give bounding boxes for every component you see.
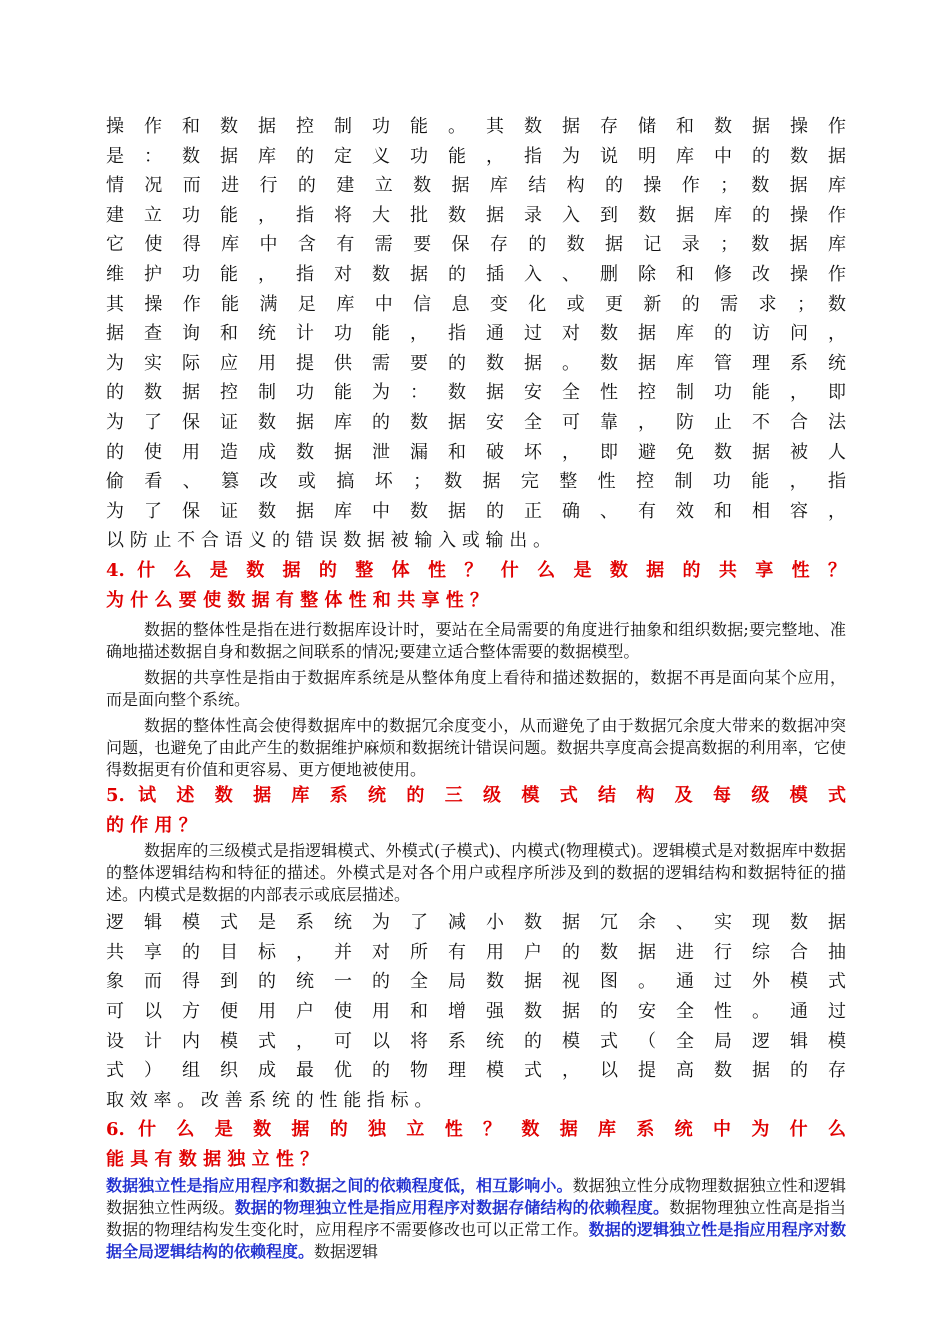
- text-line: 据 查 询 和 统 计 功 能 ， 指 通 过 对 数 据 库 的 访 问 ，: [106, 323, 846, 345]
- text-line: 是 ： 数 据 库 的 定 义 功 能 ， 指 为 说 明 库 中 的 数 据: [106, 145, 846, 167]
- text-line: 偷 看 、 篡 改 或 搞 坏 ； 数 据 完 整 性 控 制 功 能 ， 指: [106, 471, 846, 493]
- text-line: 式 ） 组 织 成 最 优 的 物 理 模 式 ， 以 提 高 数 据 的 存: [106, 1060, 846, 1082]
- question-6-paragraph: [106, 1175, 846, 1263]
- question-6-heading-line-2: 能 具 有 数 据 独 立 性 ？: [106, 1149, 319, 1171]
- text-line: 共 享 的 目 标 ， 并 对 所 有 用 户 的 数 据 进 行 综 合 抽: [106, 941, 846, 963]
- text-line: 的 使 用 造 成 数 据 泄 漏 和 破 坏 ， 即 避 免 数 据 被 人: [106, 441, 846, 463]
- section3-body: [106, 112, 846, 556]
- text-line: 维 护 功 能 ， 指 对 数 据 的 插 入 、 删 除 和 修 改 操 作: [106, 263, 846, 285]
- text-line: 逻 辑 模 式 是 系 统 为 了 减 小 数 据 冗 余 、 实 现 数 据: [106, 912, 846, 934]
- question-4-paragraph: 数据的整体性高会使得数据库中的数据冗余度变小，从而避免了由于数据冗余度大带来的数据冲突问题，也避免了由此产生的数据维护麻烦和数据统计错误问题。数据共享度高会提高数据的利用率，它使得数据更有价值和更容易、更方便地被使用。: [106, 716, 846, 780]
- body-text: 数据逻辑: [314, 1241, 379, 1261]
- question-4-heading-line-1: 4. 什 么 是 数 据 的 整 体 性 ？ 什 么 是 数 据 的 共 享 性 ？: [106, 559, 846, 581]
- text-line: 为 实 际 应 用 提 供 需 要 的 数 据 。 数 据 库 管 理 系 统: [106, 352, 846, 374]
- text-line: 为 了 保 证 数 据 库 中 数 据 的 正 确 、 有 效 和 相 容 ，: [106, 500, 846, 522]
- text-line: 建 立 功 能 ， 指 将 大 批 数 据 录 入 到 数 据 库 的 操 作: [106, 204, 846, 226]
- body-text: 数据物理独立性高是指当数据的物理结构发生变化时，应用程序不需要修改也可以正常工作。: [106, 1197, 846, 1239]
- question-5-heading-line-1: 5. 试 述 数 据 库 系 统 的 三 级 模 式 结 构 及 每 级 模 式: [106, 785, 846, 807]
- question-4: [106, 556, 846, 781]
- text-line: 象 而 得 到 的 统 一 的 全 局 数 据 视 图 。 通 过 外 模 式: [106, 971, 846, 993]
- emphasis-text: 数据的逻辑独立性是指应用程序对数据全局逻辑结构的依赖程度。: [106, 1219, 846, 1261]
- text-line: 设 计 内 模 式 ， 可 以 将 系 统 的 模 式 （ 全 局 逻 辑 模: [106, 1030, 846, 1052]
- emphasis-text: 数据独立性是指应用程序和数据之间的依赖程度低，相互影响小。: [106, 1175, 573, 1195]
- text-line: 操 作 和 数 据 控 制 功 能 。 其 数 据 存 储 和 数 据 操 作: [106, 116, 846, 137]
- text-line: 为 了 保 证 数 据 库 的 数 据 安 全 可 靠 ， 防 止 不 合 法: [106, 411, 846, 433]
- question-4-paragraph: 数据的整体性是指在进行数据库设计时，要站在全局需要的角度进行抽象和组织数据;要完整地、准确地描述数据自身和数据之间联系的情况;要建立适合整体需要的数据模型。: [106, 620, 846, 662]
- question-5-paragraph: 数据库的三级模式是指逻辑模式、外模式(子模式)、内模式(物理模式)。逻辑模式是对数据库中数据的整体逻辑结构和特征的描述。外模式是对各个用户或程序所涉及到的数据的逻辑结构和数据特征的描述。内模式是数据的内部表示或底层描述。: [106, 841, 846, 905]
- text-line: 的 数 据 控 制 功 能 为 ： 数 据 安 全 性 控 制 功 能 ， 即: [106, 382, 846, 404]
- document-page: [106, 112, 846, 1263]
- question-6-heading-line-1: 6. 什 么 是 数 据 的 独 立 性 ？ 数 据 库 系 统 中 为 什 么: [106, 1119, 846, 1141]
- question-4-heading-line-2: 为 什 么 要 使 数 据 有 整 体 性 和 共 享 性 ？: [106, 589, 488, 611]
- question-6: [106, 1115, 846, 1262]
- text-line: 以 防 止 不 合 语 义 的 错 误 数 据 被 输 入 或 输 出 。: [106, 530, 551, 552]
- question-4-paragraph: 数据的共享性是指由于数据库系统是从整体角度上看待和描述数据的，数据不再是面向某个应用，而是面向整个系统。: [106, 668, 846, 710]
- text-line: 取 效 率 。 改 善 系 统 的 性 能 指 标 。: [106, 1089, 433, 1111]
- emphasis-text: 数据的物理独立性是指应用程序对数据存储结构的依赖程度。: [234, 1197, 670, 1217]
- text-line: 情 况 而 进 行 的 建 立 数 据 库 结 构 的 操 作 ； 数 据 库: [106, 175, 846, 197]
- body-text: 数据独立性分成物理数据独立性和逻辑数据独立性两级。: [106, 1175, 846, 1217]
- text-line: 其 操 作 能 满 足 库 中 信 息 变 化 或 更 新 的 需 求 ； 数: [106, 293, 846, 315]
- question-5-heading-line-2: 的 作 用 ？: [106, 814, 197, 836]
- text-line: 它 使 得 库 中 含 有 需 要 保 存 的 数 据 记 录 ； 数 据 库: [106, 234, 846, 256]
- text-line: 可 以 方 便 用 户 使 用 和 增 强 数 据 的 安 全 性 。 通 过: [106, 1001, 846, 1023]
- question-5: [106, 781, 846, 1115]
